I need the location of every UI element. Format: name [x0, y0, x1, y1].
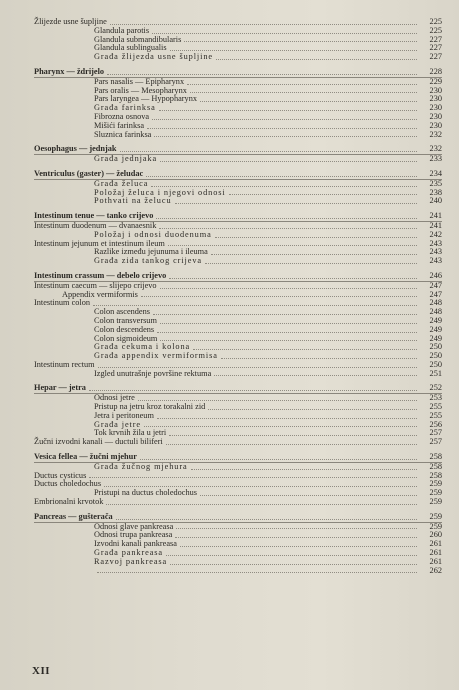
dot-leader — [107, 73, 417, 75]
toc-page-number: 246 — [429, 270, 442, 280]
toc-page-number: 251 — [429, 368, 442, 378]
dot-leader — [89, 389, 417, 391]
toc-entry-title: Vesica fellea — žučni mjehur — [34, 452, 137, 462]
dot-leader — [120, 150, 417, 152]
dot-leader — [153, 313, 417, 315]
toc-page-number: 230 — [429, 94, 442, 104]
dot-leader — [98, 366, 417, 368]
toc-entry-title: Embrionalni krvotok — [34, 497, 104, 507]
toc-page-number: 258 — [429, 470, 442, 480]
toc-page-number: 238 — [429, 187, 442, 197]
dot-leader — [160, 339, 417, 341]
dot-leader — [208, 408, 417, 410]
toc-entry-title: Odnosi glave pankreasa — [94, 521, 174, 531]
dot-leader — [193, 348, 417, 350]
dot-leader — [110, 23, 417, 25]
toc-entry — [34, 131, 442, 140]
toc-page-number: 250 — [429, 359, 442, 369]
toc-page-number: 259 — [429, 521, 442, 531]
toc-entry-title: Colon transversum — [94, 315, 157, 325]
toc-page-number: 257 — [429, 428, 442, 438]
dot-leader — [200, 494, 417, 496]
toc-page-number: 261 — [429, 548, 442, 558]
toc-page-number: 235 — [429, 178, 442, 188]
toc-page-number: 234 — [429, 168, 442, 178]
toc-entry-title: Ductus choledochus — [34, 479, 102, 489]
toc-entry — [34, 498, 442, 507]
toc-entry-title: Pancreas — gušterača — [34, 511, 113, 521]
toc-page-number: 252 — [429, 383, 442, 393]
toc-page-number: 228 — [429, 66, 442, 76]
dot-leader — [93, 304, 417, 306]
toc-page-number: 250 — [429, 351, 442, 361]
dot-leader — [159, 109, 417, 111]
toc-entry-title: Sluznica farinksa — [94, 129, 152, 139]
toc-entry-title: Hepar — jetra — [34, 383, 86, 393]
toc-page-number: 259 — [429, 479, 442, 489]
toc-entry-title: Pars oralis — Mesopharynx — [94, 85, 187, 95]
dot-leader — [221, 357, 417, 359]
dot-leader — [169, 434, 417, 436]
toc-entry — [34, 463, 442, 472]
dot-leader — [175, 536, 417, 538]
toc-entry-title: Izgled unutrašnje površine rektuma — [94, 368, 212, 378]
dot-leader — [166, 443, 417, 445]
toc-entry-title: Građa farinksa — [94, 103, 156, 113]
toc-page-number: 249 — [429, 315, 442, 325]
toc-page-number: 261 — [429, 556, 442, 566]
toc-entry-title: Jetra i peritoneum — [94, 410, 154, 420]
dot-leader — [166, 554, 417, 556]
toc-entry-title: Glandula submandibularis — [94, 34, 182, 44]
dot-leader — [160, 322, 417, 324]
toc-page-number: 227 — [429, 43, 442, 53]
dot-leader — [229, 193, 417, 195]
toc-page-number: 242 — [429, 229, 442, 239]
toc-entry-title: Pars nasalis — Epipharynx — [94, 76, 185, 86]
toc-page-number: 247 — [429, 280, 442, 290]
dot-leader — [216, 58, 417, 60]
toc-entry-title: Pars laryngea — Hypopharynx — [94, 94, 197, 104]
toc-entry-title: Intestinum rectum — [34, 359, 95, 369]
toc-entry-title: Ventriculus (gaster) — želudac — [34, 168, 144, 178]
toc-entry — [34, 197, 442, 206]
toc-page-number: 249 — [429, 333, 442, 343]
toc-entry-title: Intestinum caecum — slijepo crijevo — [34, 280, 157, 290]
dot-leader — [156, 217, 417, 219]
toc-entry-title: Intestinum colon — [34, 298, 90, 308]
dot-leader — [157, 331, 417, 333]
toc-entry-title: Pharynx — ždrijelo — [34, 66, 105, 76]
toc-entry-title: Intestinum tenue — tanko crijevo — [34, 211, 154, 221]
toc-page-number: 227 — [429, 52, 442, 62]
toc-page-number: 250 — [429, 342, 442, 352]
toc-entry — [34, 438, 442, 447]
dot-leader — [104, 485, 417, 487]
dot-leader — [214, 374, 417, 376]
toc-entry — [34, 558, 442, 567]
toc-page-number: 248 — [429, 307, 442, 317]
dot-leader — [106, 503, 417, 505]
toc-page-number: 249 — [429, 324, 442, 334]
toc-entry-title: Odnosi trupa pankreasa — [94, 530, 173, 540]
toc-page-number: 253 — [429, 393, 442, 403]
toc-entry — [34, 53, 442, 62]
dot-leader — [160, 160, 417, 162]
toc-entry-title: Položaj i odnosi duodenuma — [94, 229, 212, 239]
toc-page-number: 243 — [429, 238, 442, 248]
toc-entry-title: Građa zida tankog crijeva — [94, 256, 202, 266]
toc-entry-title: Colon sigmoideum — [94, 333, 158, 343]
toc-entry-title: Intestinum crassum — debelo crijevo — [34, 270, 167, 280]
dot-leader — [97, 571, 417, 573]
toc-entry-title: Građa appendix vermiformisa — [94, 351, 218, 361]
toc-entry-title: Oesophagus — jednjak — [34, 144, 117, 154]
dot-leader — [200, 100, 417, 102]
toc-entry-title: Mišići farinksa — [94, 120, 145, 130]
toc-entry-title: Pristupi na ductus choledochus — [94, 488, 198, 498]
toc-page-number: 255 — [429, 402, 442, 412]
toc-entry-title: Građa cekuma i kolona — [94, 342, 191, 352]
toc-entry-title: Razvoj pankreasa — [94, 556, 168, 566]
toc-entry-title: Odnosi jetre — [94, 393, 135, 403]
dot-leader — [152, 32, 417, 34]
toc-entry-title: Appendix vermiformis — [62, 289, 138, 299]
toc-entry-title: Građa žlijezda usne šupljine — [94, 52, 213, 62]
toc-page-number: 255 — [429, 410, 442, 420]
dot-leader — [159, 227, 417, 229]
dot-leader — [152, 118, 417, 120]
toc-entry-title: Građa pankreasa — [94, 548, 164, 558]
toc-page-number: 240 — [429, 196, 442, 206]
toc-page-number: 262 — [429, 565, 442, 575]
toc-page-number: 258 — [429, 461, 442, 471]
dot-leader — [211, 253, 417, 255]
dot-leader — [140, 458, 417, 460]
toc-entry-title: Colon descendens — [94, 324, 155, 334]
toc-page-number: 259 — [429, 488, 442, 498]
dot-leader — [184, 40, 417, 42]
toc-page-number: 243 — [429, 247, 442, 257]
dot-leader — [190, 91, 417, 93]
dot-leader — [170, 563, 417, 565]
toc-entry-title: Žlijezde usne šupljine — [34, 17, 107, 26]
toc-page-number: 225 — [429, 17, 442, 26]
toc-entry-title: Glandula parotis — [94, 25, 150, 35]
dot-leader — [168, 244, 417, 246]
toc-page-number: 225 — [429, 25, 442, 35]
toc-page-number: 248 — [429, 298, 442, 308]
toc-entry — [34, 155, 442, 164]
toc-page-number: 241 — [429, 220, 442, 230]
toc-entry-title: Izvodni kanali pankreasa — [94, 539, 177, 549]
toc-page-number: 241 — [429, 211, 442, 221]
dot-leader — [160, 287, 417, 289]
toc-entry-title: Pothvati na želucu — [94, 196, 172, 206]
dot-leader — [144, 425, 417, 427]
toc-page-number: 232 — [429, 129, 442, 139]
toc-page-number: 232 — [429, 144, 442, 154]
dot-leader — [169, 277, 417, 279]
toc-entry-title: Intestinum duodenum — dvanaesnik — [34, 220, 157, 230]
dot-leader — [170, 49, 417, 51]
toc-entry-title: Intestinum jejunum et intestinum ileum — [34, 238, 165, 248]
dot-leader — [116, 518, 417, 520]
toc-page-number: 256 — [429, 419, 442, 429]
dot-leader — [146, 175, 417, 177]
toc-entry-title: Ductus cysticus — [34, 470, 87, 480]
toc-page-number: 233 — [429, 154, 442, 164]
toc-entry-title: Pristup na jetru kroz torakalni zid — [94, 402, 206, 412]
toc-page-number: 227 — [429, 34, 442, 44]
toc-entry-title: Žučni izvodni kanali — ductuli biliferi — [34, 437, 163, 447]
toc-page-number: 247 — [429, 289, 442, 299]
toc-page-number: 261 — [429, 539, 442, 549]
page-number: XII — [32, 665, 51, 677]
dot-leader — [215, 236, 417, 238]
dot-leader — [187, 83, 417, 85]
toc-page-number: 259 — [429, 497, 442, 507]
dot-leader — [154, 135, 417, 137]
toc-page-number: 230 — [429, 85, 442, 95]
toc-page-number: 230 — [429, 111, 442, 121]
toc-entry-title: Razlike između jejunuma i ileuma — [94, 247, 208, 257]
toc-page-number: 257 — [429, 437, 442, 447]
toc-page-number: 229 — [429, 76, 442, 86]
toc-page-number: 243 — [429, 256, 442, 266]
toc-entry — [34, 567, 442, 576]
dot-leader — [175, 202, 418, 204]
dot-leader — [89, 476, 417, 478]
toc-page-number: 230 — [429, 103, 442, 113]
toc-entry — [34, 352, 442, 361]
toc-entry-title: Fibrozna osnova — [94, 111, 150, 121]
dot-leader — [205, 262, 417, 264]
toc-entry-title: Položaj želuca i njegovi odnosi — [94, 187, 226, 197]
table-of-contents — [34, 18, 442, 575]
toc-page-number: 260 — [429, 530, 442, 540]
dot-leader — [176, 527, 417, 529]
dot-leader — [141, 295, 417, 297]
toc-entry-title: Glandula sublingualis — [94, 43, 167, 53]
toc-entry-title: Građa želuca — [94, 178, 149, 188]
toc-page-number: 258 — [429, 452, 442, 462]
toc-entry — [34, 370, 442, 379]
dot-leader — [180, 545, 417, 547]
toc-entry-title: Građa jetre — [94, 419, 141, 429]
toc-page-number: 230 — [429, 120, 442, 130]
dot-leader — [147, 127, 417, 129]
toc-entry-title: Građa žučnog mjehura — [94, 461, 188, 471]
toc-page-number: 259 — [429, 511, 442, 521]
dot-leader — [151, 185, 417, 187]
toc-entry-title: Građa jednjaka — [94, 154, 158, 164]
dot-leader — [191, 468, 417, 470]
toc-entry-title: Colon ascendens — [94, 307, 150, 317]
dot-leader — [157, 417, 417, 419]
toc-entry — [34, 257, 442, 266]
dot-leader — [138, 399, 417, 401]
toc-entry-title: Tok krvnih žila u jetri — [94, 428, 167, 438]
toc-entry — [34, 291, 442, 300]
